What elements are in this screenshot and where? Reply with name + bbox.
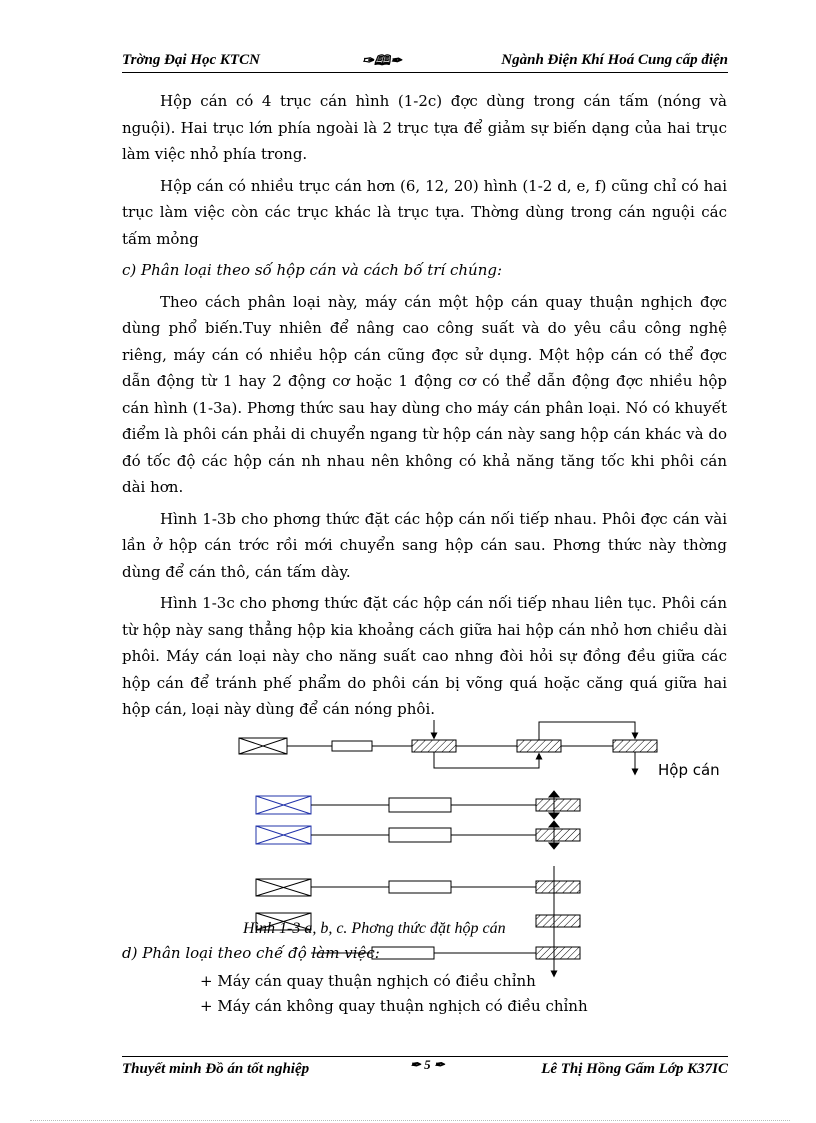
- page-footer: [122, 1056, 728, 1079]
- paragraph-fig-1-3c: Hình 1-3c cho phơng thức đặt các hộp cán nối tiếp nhau liên tục. Phôi cán từ hộp này sang thẳng hộp kia khoảng cách giữa hai hộp cán nhỏ hơn chiều dài phôi. Máy cán loại này cho năng suất cao nhng đòi hỏi sự đồng đều giữa các hộp cán để tránh phế phẩm do phôi cán bị võng quá hoặc căng quá giữa hai hộp cán, loại này dùng để cán nóng phôi.: [122, 594, 727, 718]
- section-heading-c: c) Phân loại theo số hộp cán và cách bố trí chúng:: [122, 261, 503, 279]
- page-header: [122, 50, 728, 73]
- bullet-non-reversible: + Máy cán không quay thuận nghịch có điều chỉnh: [200, 997, 588, 1015]
- bullet-reversible: + Máy cán quay thuận nghịch có điều chỉnh: [200, 972, 536, 990]
- footer-author: Lê Thị Hồng Gấm Lớp K37IC: [541, 1061, 728, 1077]
- page-number: ✒ 5 ✒: [410, 1057, 445, 1072]
- document-body: [122, 88, 727, 728]
- book-ornament-icon: ✑🕮✒: [362, 54, 402, 69]
- roll-stand-label: Hộp cán: [658, 761, 720, 779]
- diagram-row-b: [256, 791, 580, 849]
- header-department: Ngành Điện Khí Hoá Cung cấp điện: [501, 52, 728, 68]
- diagram-row-a: [239, 720, 657, 772]
- figure-caption: Hình 1-3 a, b, c. Phơng thức đặt hộp cán: [243, 920, 506, 937]
- paragraph-4-roll-stand: Hộp cán có 4 trục cán hình (1-2c) đợc dùng trong cán tấm (nóng và nguội). Hai trục lớn phía ngoài là 2 trục tựa để giảm sự biến dạng của hai trục làm việc nhỏ phía trong.: [122, 92, 727, 163]
- paragraph-fig-1-3b: Hình 1-3b cho phơng thức đặt các hộp cán nối tiếp nhau. Phôi đợc cán vài lần ở hộp cán trớc rồi mới chuyển sang hộp cán sau. Phơng thức này thờng dùng để cán thô, cán tấm dày.: [122, 509, 727, 581]
- paragraph-classification: Theo cách phân loại này, máy cán một hộp cán quay thuận nghịch đợc dùng phổ biến.Tuy nhiên để nâng cao công suất và do yêu cầu công nghệ riêng, máy cán có nhiều hộp cán cũng đợc sử dụng. Một hộp cán có thể đợc dẫn động từ 1 hay 2 động cơ hoặc 1 động cơ có thể dẫn động đợc nhiều hộp cán hình (1-3a). Phơng thức sau hay dùng cho máy cán phân loại. Nó có khuyết điểm là phôi cán phải di chuyển ngang từ hộp cán này sang hộp cán khác và do đó tốc độ các hộp cán nh nhau nên không có khả năng tăng tốc khi phôi cán dài hơn.: [122, 292, 727, 496]
- paragraph-multi-roll-stand: Hộp cán có nhiều trục cán hơn (6, 12, 20) hình (1-2 d, e, f) cũng chỉ có hai trục làm việc còn các trục khác là trục tựa. Thờng dùng trong cán nguội các tấm mỏng: [122, 176, 727, 248]
- footer-title: Thuyết minh Đồ án tốt nghiệp: [122, 1061, 310, 1077]
- section-heading-d: d) Phân loại theo chế độ làm việc:: [122, 944, 380, 962]
- page-divider: [30, 1120, 790, 1121]
- header-school: Trờng Đại Học KTCN: [122, 52, 260, 68]
